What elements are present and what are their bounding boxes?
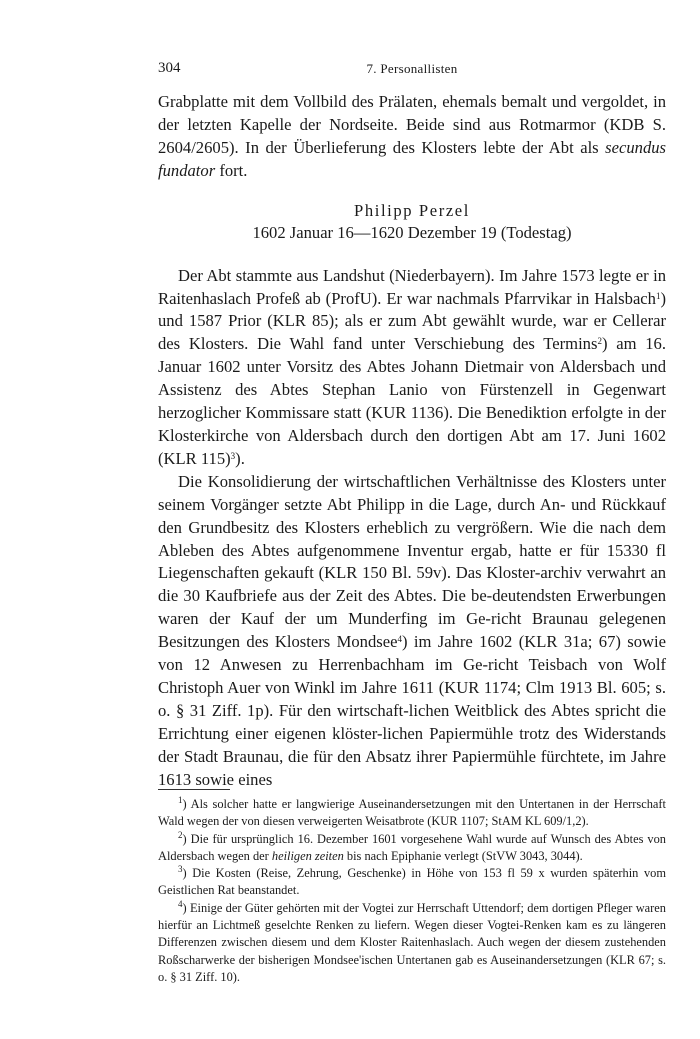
footnote-ref: 1 [655,290,661,301]
footnote-text: bis nach Epiphanie verlegt (StVW 3043, 3044). [343,848,583,863]
footnote-divider [158,789,230,790]
footnote-text: ) Die für ursprünglich 16. Dezember 1601 vorgesehene Wahl wurde auf Wunsch des Abtes von Aldersbach wegen der [158,831,666,863]
footnote [158,900,666,986]
page-number: 304 [158,60,181,76]
intro-italic-term: secundus fundator [158,137,666,180]
paragraph-text: ) und 1587 Prior (KLR 85); als er zum Abt gewählt wurde, war er Cellerar des Klosters. Die Wahl fand unter Verschiebung des Termins [158,288,666,354]
footnote [158,865,666,900]
abbot-dates: 1602 Januar 16—1620 Dezember 19 (Todestag) [252,222,572,242]
footnote-text: ) Als solcher hatte er langwierige Auseinandersetzungen mit den Untertanen in der Herrschaft Wald wegen der von diesen verweigerten Weisatbrote (KUR 1107; StAM KL 609/1,2). [158,797,666,829]
running-head: 7. Personallisten [366,61,458,76]
main-text [158,91,666,791]
intro-paragraph [158,91,666,183]
paragraph-text: Die Konsolidierung der wirtschaftlichen Verhältnisse des Klosters unter seinem Vorgänger setzte Abt Philipp in die Lage, durch An- und Rückkauf den Grundbesitz des Klosters erheblich zu vergrößern. Wie die nach dem Ableben des Abtes aufgenommene Inventur ergab, hatte er für 15330 fl Liegenschaften gekauft (KLR 150 Bl. 59v). Das Kloster-archiv verwahrt an die 30 Kaufbriefe aus der Zeit des Abtes. Die be-deutendsten Erwerbungen waren der Kauf der um Munderfing im Ge-richt Braunau gelegenen Besitzungen des Klosters Mondsee [158,471,666,652]
footnote-mark: 1 [178,795,183,805]
footnote-ref: 3 [230,450,236,461]
paragraph-economy [158,471,666,792]
footnotes [158,796,666,986]
footnote-text: ) Einige der Güter gehörten mit der Vogtei zur Herrschaft Uttendorf; dem dortigen Pfleger waren hierfür an Lichtmeß geselchte Renken zu liefern. Wegen dieser Vogtei-Renken kam es zu längeren Differenzen zwischen diesem und dem Kloster Raitenhaslach. Auch wegen der diesem zustehenden Roßscharwerke der bisherigen Mondsee'ischen Untertanen gab es Auseinandersetzungen (KLR 67; s. o. § 31 Ziff. 10). [158,900,666,984]
intro-text-end: fort. [215,160,248,180]
footnote-italic-term: heiligen zeiten [271,848,344,863]
page-header [158,60,666,80]
intro-text: Grabplatte mit dem Vollbild des Prälaten, ehemals bemalt und vergoldet, in der letzten Kapelle der Nordseite. Beide sind aus Rotmarmor (KDB S. 2604/2605). In der Überlieferung des Klosters lebte der Abt als [158,92,666,157]
footnote-ref: 4 [397,634,402,645]
footnote-mark: 2 [178,829,183,840]
paragraph-origin [158,265,666,471]
footnote-ref: 2 [597,336,602,347]
paragraph-text: ). [235,448,245,468]
footnote [158,796,666,831]
paragraph-text: ) im Jahre 1602 (KLR 31a; 67) sowie von 12 Anwesen zu Herrenbachham im Ge-richt Teisbach von Wolf Christoph Auer von Winkl im Jahre 1611 (KUR 1174; Clm 1913 Bl. 605; s. o. § 31 Ziff. 1p). Für den wirtschaft-lichen Weitblick des Abtes spricht die Errichtung einer eigenen klöster-lichen Papiermühle trotz des Widerstands der Stadt Braunau, die für den Absatz ihrer Papiermühle fürchtete, im Jahre 1613 sowie eines [158,632,667,789]
footnote-mark: 3 [178,864,183,875]
abbot-name: Philipp Perzel [354,200,470,220]
footnote [158,831,666,866]
abbot-heading [158,200,666,244]
paragraph-text: Der Abt stammte aus Landshut (Niederbayern). Im Jahre 1573 legte er in Raitenhaslach Profeß ab (ProfU). Er war nachmals Pfarrvikar in Halsbach [158,265,666,308]
footnote-text: ) Die Kosten (Reise, Zehrung, Geschenke) in Höhe von 153 fl 59 x wurden späterhin vom Geistlichen Rat beanstandet. [158,866,666,898]
footnote-mark: 4 [178,898,183,909]
paragraph-text: ) am 16. Januar 1602 unter Vorsitz des Abtes Johann Dietmair von Aldersbach und Assistenz des Abtes Stephan Lanio von Fürstenzell in Gegenwart herzoglicher Kommissare statt (KUR 1136). Die Benediktion erfolgte in der Klosterkirche von Aldersbach durch den dortigen Abt am 17. Juni 1602 (KLR 115) [158,334,666,468]
